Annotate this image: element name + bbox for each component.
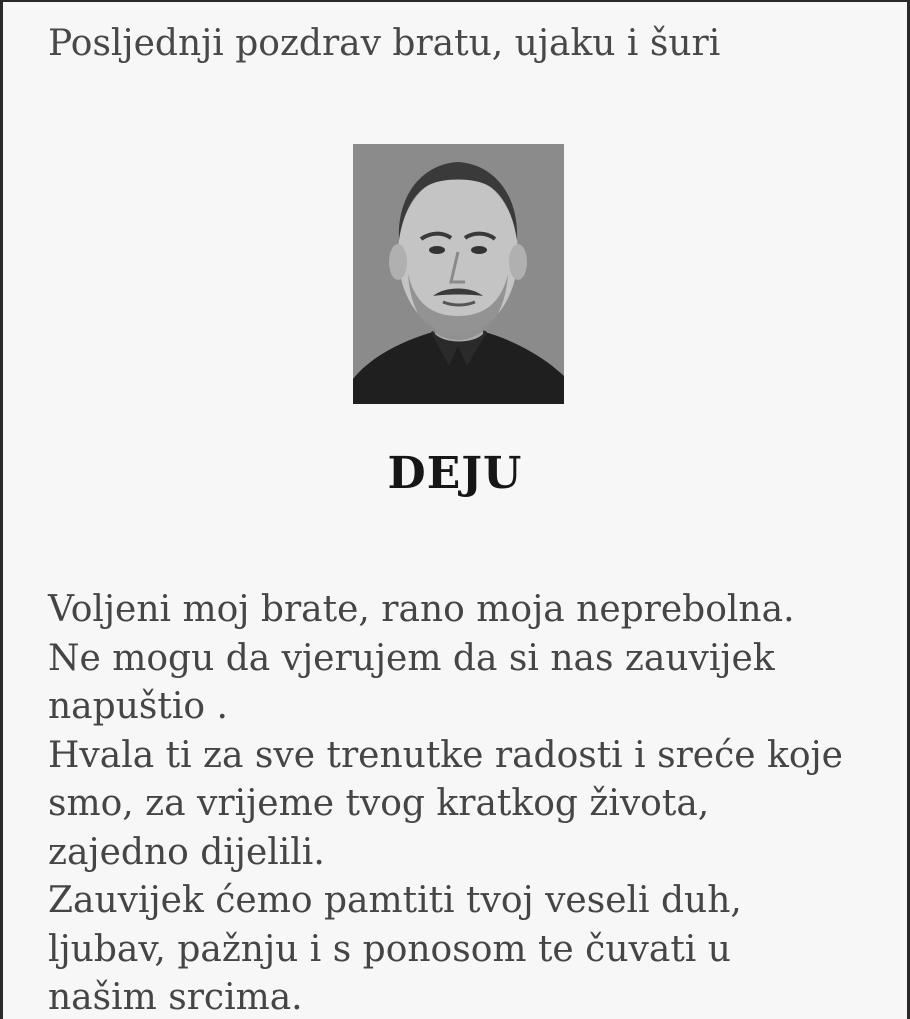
- message-line: Zauvijek ćemo pamtiti tvoj veseli duh,: [48, 880, 742, 921]
- message-line: Voljeni moj brate, rano moja neprebolna.: [48, 589, 795, 630]
- notice-header: Posljednji pozdrav bratu, ujaku i šuri: [48, 23, 721, 64]
- message-line: napuštio .: [48, 686, 228, 727]
- deceased-name: DEJU: [387, 448, 523, 499]
- portrait-photo-icon: [353, 144, 564, 404]
- message-line: smo, za vrijeme tvog kratkog života,: [48, 783, 710, 824]
- message-line: Hvala ti za sve trenutke radosti i sreće koje: [48, 734, 843, 776]
- message-line: ljubav, pažnju i s ponosom te čuvati u: [48, 928, 731, 970]
- portrait-photo: [353, 144, 564, 404]
- message-line: Ne mogu da vjerujem da si nas zauvijek: [48, 637, 775, 679]
- message-line: zajedno dijelili.: [48, 831, 325, 873]
- message-line: našim srcima.: [48, 977, 303, 1018]
- message-text: [48, 586, 888, 1019]
